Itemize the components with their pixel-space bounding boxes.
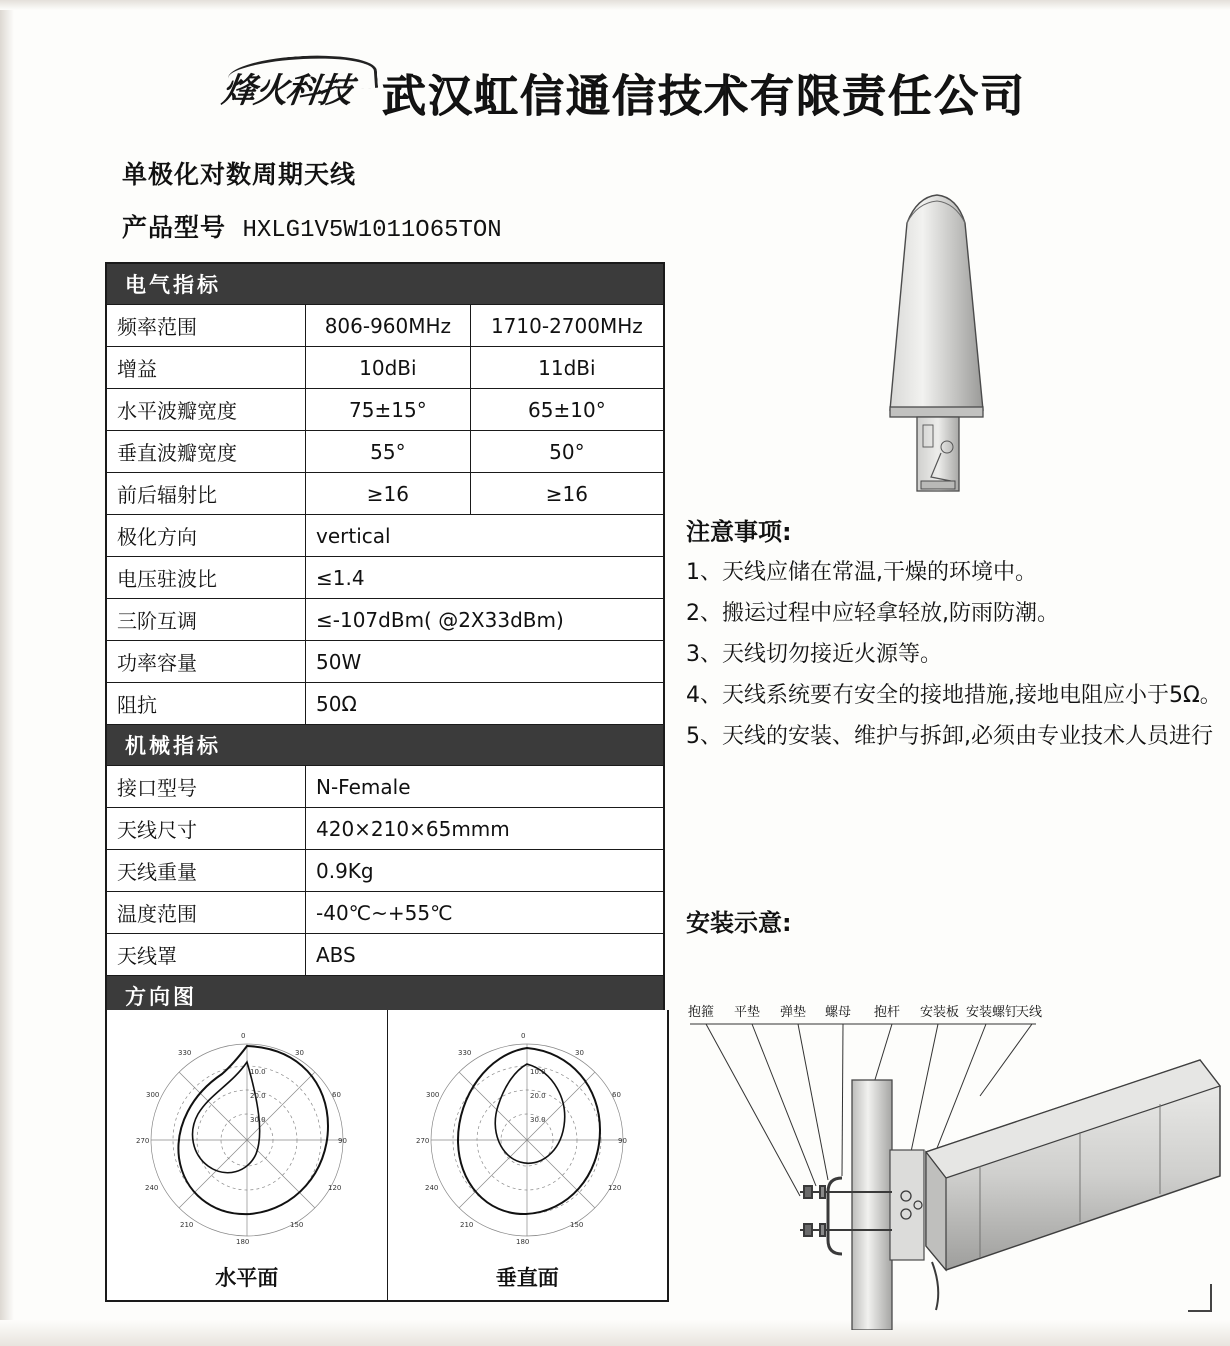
spec-key: 水平波瓣宽度 <box>106 389 306 431</box>
spec-key: 极化方向 <box>106 515 306 557</box>
svg-text:20.0: 20.0 <box>530 1092 546 1100</box>
spec-value: 0.9Kg <box>306 850 665 892</box>
table-row <box>106 389 664 431</box>
company-logo: 烽火科技 <box>219 73 353 110</box>
notice-item: 1、天线应储在常温,干燥的环境中。 <box>686 560 1037 585</box>
spec-value-band1: ≥16 <box>306 473 471 515</box>
table-row <box>106 515 664 557</box>
svg-text:330: 330 <box>177 1049 192 1057</box>
install-callout-label: 抱箍 <box>688 1005 715 1020</box>
svg-text:90: 90 <box>337 1137 347 1145</box>
svg-text:270: 270 <box>135 1137 150 1145</box>
spec-key: 电压驻波比 <box>106 557 306 599</box>
install-callout-label: 抱杆 <box>874 1005 901 1020</box>
spec-value: -40℃~+55℃ <box>306 892 665 934</box>
svg-text:180: 180 <box>235 1238 250 1246</box>
spec-value-band1: 75±15° <box>306 389 471 431</box>
scan-edge-left <box>0 0 14 1346</box>
spec-value: N-Female <box>306 766 665 808</box>
spec-value: 50W <box>306 641 665 683</box>
svg-text:120: 120 <box>608 1184 622 1192</box>
electrical-section-header <box>106 263 664 305</box>
svg-text:30.0: 30.0 <box>530 1116 546 1124</box>
svg-text:120: 120 <box>327 1184 342 1192</box>
svg-text:270: 270 <box>416 1137 430 1145</box>
svg-text:0: 0 <box>521 1032 526 1040</box>
install-title: 安装示意: <box>686 909 792 937</box>
spec-value-band2: ≥16 <box>470 473 664 515</box>
svg-text:60: 60 <box>612 1091 622 1099</box>
spec-value-band2: 11dBi <box>470 347 664 389</box>
electrical-section-header-label: 电气指标 <box>106 263 664 305</box>
spec-key: 天线罩 <box>106 934 306 976</box>
vertical-pattern-caption: 垂直面 <box>495 1266 559 1290</box>
spec-value-band1: 55° <box>306 431 471 473</box>
mechanical-section-header-label: 机械指标 <box>106 725 664 766</box>
notice-item: 2、搬运过程中应轻拿轻放,防雨防潮。 <box>686 601 1059 626</box>
table-row <box>106 808 664 850</box>
install-callout-label: 天线 <box>1016 1005 1043 1020</box>
spec-key: 天线重量 <box>106 850 306 892</box>
spec-key: 垂直波瓣宽度 <box>106 431 306 473</box>
svg-text:300: 300 <box>426 1091 440 1099</box>
vertical-pattern-chart <box>412 1022 642 1252</box>
table-row <box>106 683 664 725</box>
table-row <box>106 934 664 976</box>
table-row <box>106 473 664 515</box>
table-row <box>106 892 664 934</box>
specification-table <box>105 262 665 1018</box>
svg-text:240: 240 <box>425 1184 439 1192</box>
svg-text:330: 330 <box>458 1049 472 1057</box>
spec-value-band1: 806-960MHz <box>306 305 471 347</box>
svg-text:210: 210 <box>179 1221 194 1229</box>
spec-key: 三阶互调 <box>106 599 306 641</box>
antenna-product-photo <box>855 185 1045 515</box>
svg-text:20.0: 20.0 <box>249 1092 266 1100</box>
model-label: 产品型号 <box>122 213 227 242</box>
model-row <box>122 208 502 244</box>
page-title: 单极化对数周期天线 <box>122 160 357 189</box>
scan-edge-top <box>0 0 1230 10</box>
install-callout-label: 弹垫 <box>780 1005 807 1020</box>
install-callout-label: 安装板 <box>920 1005 960 1020</box>
svg-text:210: 210 <box>460 1221 474 1229</box>
svg-text:180: 180 <box>516 1238 530 1246</box>
table-row <box>106 850 664 892</box>
table-row <box>106 557 664 599</box>
table-row <box>106 641 664 683</box>
notice-title: 注意事项: <box>686 518 792 546</box>
spec-key: 阻抗 <box>106 683 306 725</box>
horizontal-pattern-chart <box>132 1022 362 1252</box>
spec-value-band2: 50° <box>470 431 664 473</box>
spec-value: vertical <box>306 515 665 557</box>
installation-diagram <box>680 1000 1225 1330</box>
document-header <box>0 30 1230 122</box>
spec-key: 前后辐射比 <box>106 473 306 515</box>
install-callout-label: 安装螺钉 <box>966 1005 1019 1020</box>
install-callout-label: 平垫 <box>734 1005 761 1020</box>
spec-value: 50Ω <box>306 683 665 725</box>
spec-value: 420×210×65mmm <box>306 808 665 850</box>
spec-value: ABS <box>306 934 665 976</box>
vertical-pattern-cell <box>387 1010 668 1300</box>
spec-value-band2: 1710-2700MHz <box>470 305 664 347</box>
table-row <box>106 599 664 641</box>
horizontal-pattern-cell <box>107 1010 387 1300</box>
mechanical-section-header <box>106 725 664 766</box>
notice-item: 3、天线切勿接近火源等。 <box>686 642 942 667</box>
svg-text:300: 300 <box>145 1091 160 1099</box>
table-row <box>106 347 664 389</box>
svg-text:10.0: 10.0 <box>530 1068 546 1076</box>
company-name: 武汉虹信通信技术有限责任公司 <box>382 71 1026 122</box>
svg-text:240: 240 <box>144 1184 159 1192</box>
spec-key: 温度范围 <box>106 892 306 934</box>
svg-text:10.0: 10.0 <box>249 1068 266 1076</box>
table-row <box>106 305 664 347</box>
svg-text:150: 150 <box>570 1221 584 1229</box>
spec-key: 增益 <box>106 347 306 389</box>
pattern-section-header-label: 方向图 <box>106 976 664 1018</box>
install-callout-label: 螺母 <box>825 1005 852 1020</box>
svg-text:60: 60 <box>331 1091 341 1099</box>
spec-value-band1: 10dBi <box>306 347 471 389</box>
svg-text:30: 30 <box>575 1049 585 1057</box>
spec-key: 接口型号 <box>106 766 306 808</box>
svg-text:30.0: 30.0 <box>249 1116 266 1124</box>
notice-list <box>686 552 1226 757</box>
horizontal-pattern-caption: 水平面 <box>215 1266 279 1290</box>
svg-text:150: 150 <box>289 1221 304 1229</box>
spec-value-band2: 65±10° <box>470 389 664 431</box>
spec-value: ≤-107dBm( @2X33dBm) <box>306 599 665 641</box>
table-row <box>106 766 664 808</box>
svg-text:0: 0 <box>240 1032 246 1040</box>
svg-text:30: 30 <box>294 1049 304 1057</box>
spec-value: ≤1.4 <box>306 557 665 599</box>
spec-key: 功率容量 <box>106 641 306 683</box>
notice-item: 4、天线系统要冇安全的接地措施,接地电阻应小于5Ω。 <box>686 683 1222 708</box>
svg-text:90: 90 <box>618 1137 628 1145</box>
notice-item: 5、天线的安装、维护与拆卸,必须由专业技术人员进行 <box>686 724 1213 749</box>
radiation-pattern-block <box>105 1010 669 1302</box>
spec-key: 频率范围 <box>106 305 306 347</box>
spec-key: 天线尺寸 <box>106 808 306 850</box>
table-row <box>106 431 664 473</box>
model-value: HXLG1V5W1011O65TON <box>242 217 502 244</box>
